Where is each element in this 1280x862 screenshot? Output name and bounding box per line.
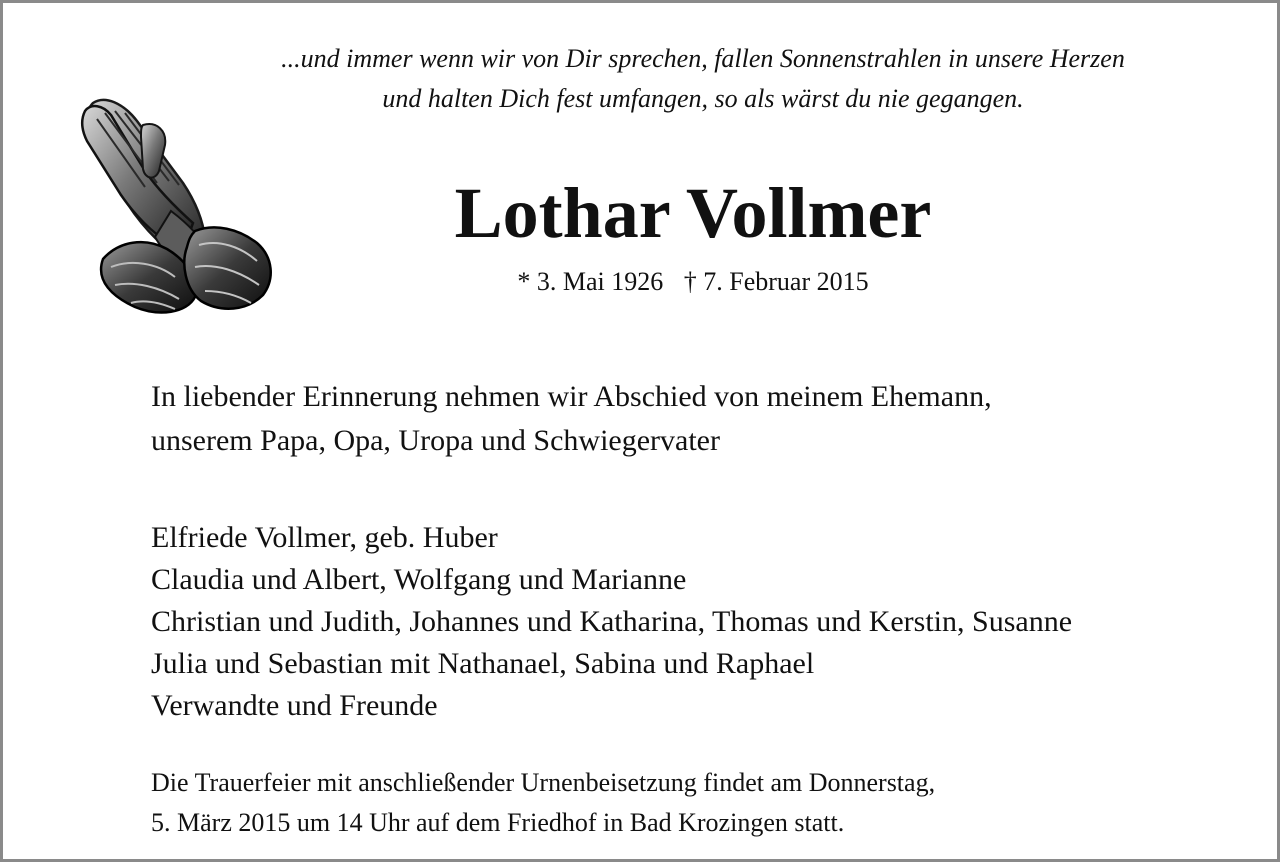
ceremony-line: 5. März 2015 um 14 Uhr auf dem Friedhof in Bad Krozingen statt.: [151, 808, 845, 837]
deceased-name: Lothar Vollmer: [454, 173, 932, 253]
motto-quote: [153, 39, 1253, 119]
farewell-text: [151, 375, 1261, 463]
ceremony-line: Die Trauerfeier mit anschließender Urnenbeisetzung findet am Donnerstag,: [151, 768, 936, 797]
death-date: † 7. Februar 2015: [683, 267, 869, 296]
motto-line: ...und immer wenn wir von Dir sprechen, fallen Sonnenstrahlen in unsere Herzen: [281, 44, 1125, 73]
mourner-line: Elfriede Vollmer, geb. Huber: [151, 521, 498, 554]
mourner-line: Verwandte und Freunde: [151, 689, 438, 722]
mourner-line: Julia und Sebastian mit Nathanael, Sabina und Raphael: [151, 647, 815, 680]
mourner-line: Christian und Judith, Johannes und Katharina, Thomas und Kerstin, Susanne: [151, 605, 1073, 638]
mourner-line: Claudia und Albert, Wolfgang und Marianne: [151, 563, 687, 596]
farewell-line: In liebender Erinnerung nehmen wir Abschied von meinem Ehemann,: [151, 380, 992, 413]
farewell-line: unserem Papa, Opa, Uropa und Schwiegervater: [151, 424, 720, 457]
praying-hands-icon: [75, 91, 280, 323]
mourners-list: [151, 517, 1261, 727]
life-dates: [393, 265, 993, 299]
motto-line: und halten Dich fest umfangen, so als wärst du nie gegangen.: [382, 84, 1024, 113]
birth-date: * 3. Mai 1926: [517, 267, 664, 296]
ceremony-notice: [151, 763, 1261, 843]
